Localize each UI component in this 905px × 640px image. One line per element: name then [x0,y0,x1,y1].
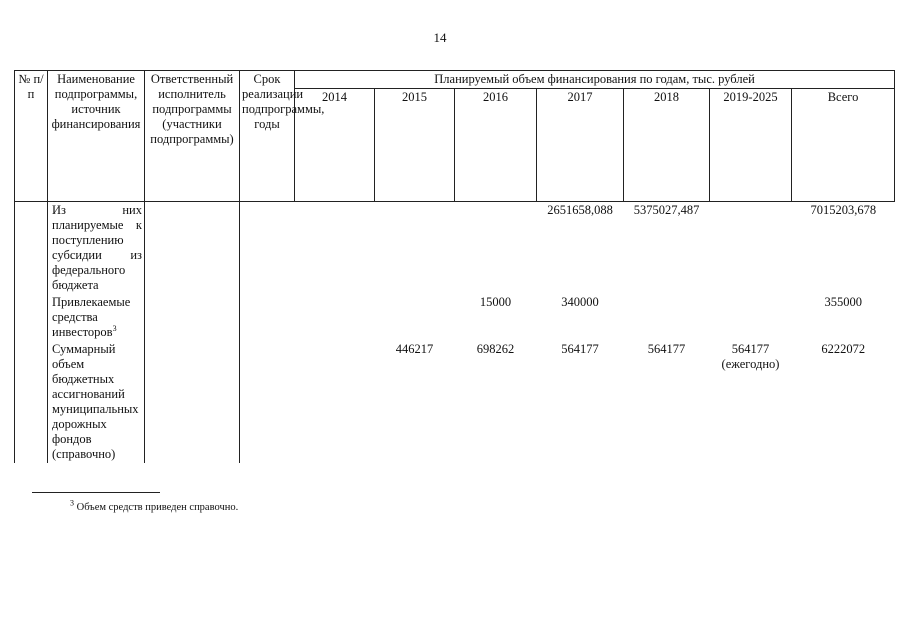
page-number: 14 [433,30,447,45]
cell-value [295,294,375,341]
header-total: Всего [792,89,895,202]
cell-value [710,202,792,295]
cell-num [15,341,48,463]
cell-responsible [145,294,240,341]
header-responsible: Ответственный исполнитель подпрограммы (участники подпрограммы) [145,71,240,202]
header-name: Наименование подпрограммы, источник финансирования [48,71,145,202]
row-name: Из них планируемые к поступлению субсидии из федерального бюджета [48,202,145,295]
cell-total: 7015203,678 [810,203,877,217]
cell-value: 2651658,088 [547,203,613,217]
header-num: № п/п [15,71,48,202]
financing-table [14,70,895,463]
header-year: 2014 [295,89,375,202]
header-year: 2017 [537,89,624,202]
cell-responsible [145,341,240,463]
cell-value [624,294,710,341]
cell-period [240,341,295,463]
cell-value: 564177 [561,342,599,356]
header-funding: Планируемый объем финансирования по годам, тыс. рублей [295,71,895,89]
cell-value: 5375027,487 [633,203,700,217]
cell-value [375,294,455,341]
footnote-ref: 3 [112,323,117,333]
row-name: Суммарный объем бюджетных ассигнований муниципальных дорожных фондов (справочно) [48,341,145,463]
cell-responsible [145,202,240,295]
cell-num [15,294,48,341]
table-row [15,341,895,463]
footnote-divider [32,492,160,493]
cell-value: 698262 [476,342,515,356]
cell-value [295,202,375,295]
row-name: Привлекаемые средства инвесторов$^3$ [48,294,145,341]
cell-value: 564177 [647,342,686,356]
header-period: Срок реализации подпрограммы, годы [240,71,295,202]
cell-value [455,202,537,295]
cell-value [295,341,375,463]
cell-value: 446217 [395,342,434,356]
footnote-mark: 3 [70,498,74,508]
cell-total: 6222072 [821,342,866,356]
cell-num [15,202,48,295]
header-year: 2018 [624,89,710,202]
cell-period [240,294,295,341]
footnote [70,498,239,513]
cell-value: 564177 (ежегодно) [710,341,792,463]
table-row [15,202,895,295]
footnote-text: Объем средств приведен справочно. [74,502,239,513]
cell-value: 340000 [561,295,599,309]
cell-period [240,202,295,295]
cell-total: 355000 [824,295,863,309]
header-year: 2019-2025 [710,89,792,202]
header-year: 2016 [455,89,537,202]
table-row [15,294,895,341]
header-year: 2015 [375,89,455,202]
annual-note: (ежегодно) [721,357,780,371]
cell-value [375,202,455,295]
cell-value [710,294,792,341]
cell-value: 15000 [479,295,512,309]
